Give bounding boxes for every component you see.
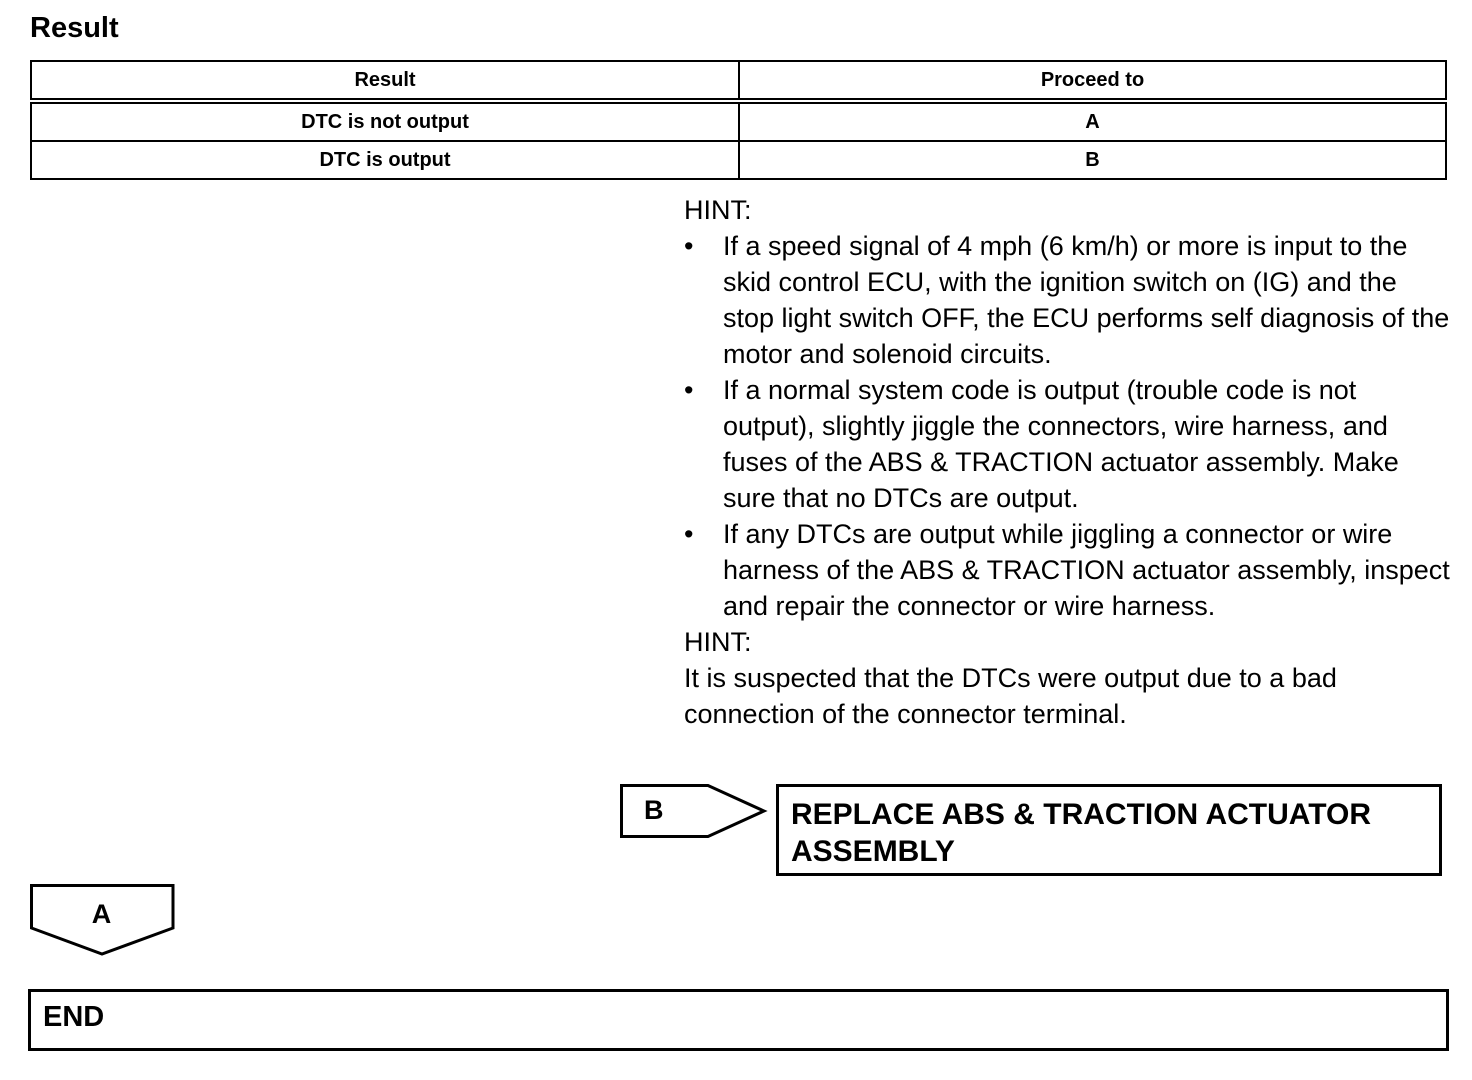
branch-a-tag	[30, 884, 175, 958]
hint-item-text: If a normal system code is output (trouble code is not output), slightly jiggle the connectors, wire harness, and fuses of the ABS & TRACTION actuator assembly. Make sure that no DTCs are output.	[723, 375, 1399, 513]
hint-label: HINT:	[684, 195, 752, 225]
action-line-1: REPLACE ABS & TRACTION ACTUATOR	[791, 798, 1371, 831]
action-line-2: ASSEMBLY	[791, 835, 955, 868]
hint-list-item	[684, 516, 1454, 624]
section-title: Result	[30, 12, 119, 44]
bullet-icon: •	[684, 519, 694, 549]
table-row	[31, 141, 1446, 179]
header-result: Result	[31, 61, 739, 101]
hint-label: HINT:	[684, 627, 752, 657]
cell-result: DTC is output	[31, 141, 739, 179]
hint-list	[684, 228, 1454, 624]
bullet-icon: •	[684, 231, 694, 261]
table-row	[31, 101, 1446, 141]
hint-list-item	[684, 372, 1454, 516]
bullet-icon: •	[684, 375, 694, 405]
cell-proceed-to: A	[739, 101, 1446, 141]
result-table	[30, 60, 1447, 180]
hint-block	[684, 192, 1454, 732]
hint-item-text: If a speed signal of 4 mph (6 km/h) or more is input to the skid control ECU, with the ignition switch on (IG) and the stop light switch OFF, the ECU performs self diagnosis of the motor and solenoid circuits.	[723, 231, 1450, 369]
end-box: END	[28, 989, 1449, 1051]
branch-b-tag	[620, 784, 768, 838]
cell-proceed-to: B	[739, 141, 1446, 179]
branch-b-label: B	[644, 795, 664, 825]
right-arrow-tag-icon	[620, 784, 768, 838]
replace-actuator-box	[776, 784, 1442, 876]
branch-a-label: A	[91, 899, 112, 929]
hint-text: It is suspected that the DTCs were output due to a bad connection of the connector terminal.	[684, 663, 1337, 729]
hint-item-text: If any DTCs are output while jiggling a connector or wire harness of the ABS & TRACTION actuator assembly, inspect and repair the connector or wire harness.	[723, 519, 1450, 621]
header-proceed-to: Proceed to	[739, 61, 1446, 101]
table-header-row	[31, 61, 1446, 101]
cell-result: DTC is not output	[31, 101, 739, 141]
hint-list-item	[684, 228, 1454, 372]
